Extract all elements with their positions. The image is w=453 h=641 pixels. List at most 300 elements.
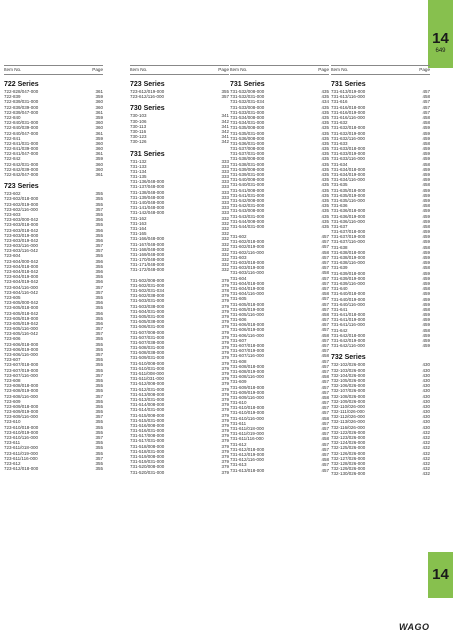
item-number: 731-505/031-000	[130, 313, 165, 319]
item-number: 731-641/018-000	[331, 312, 366, 318]
page-reference: 435	[321, 146, 329, 152]
item-number: 723-607/018-000	[4, 362, 39, 368]
item-number: 732-104/026-000	[331, 372, 366, 378]
item-number: 731-636	[331, 203, 348, 209]
index-row	[230, 468, 329, 473]
item-number: 731-540/031-000	[230, 182, 265, 188]
page-reference: 458	[321, 291, 329, 297]
page-reference: 379	[221, 448, 229, 454]
item-number: 731-539/031-000	[230, 172, 265, 177]
item-number: 731-537/031-000	[230, 151, 265, 157]
item-number: 731-640	[331, 286, 348, 292]
page-reference: 458	[422, 203, 430, 209]
page-reference: 457	[321, 431, 329, 437]
item-number: 731-167/048-000	[130, 241, 165, 247]
item-number: 731-520/031-000	[130, 469, 165, 475]
page-reference: 379	[221, 454, 229, 459]
page-reference: 356	[95, 279, 103, 285]
header-page: Page	[419, 67, 430, 72]
item-number: 731-516/008-000	[130, 422, 165, 428]
page-reference: 458	[321, 415, 329, 421]
page-reference: 355	[95, 346, 103, 352]
item-number: 731-640/116-000	[331, 301, 365, 307]
page-reference: 333	[221, 210, 229, 216]
item-number: 722-840/039-000	[4, 125, 39, 131]
item-number: 732-113/026-000	[331, 419, 365, 425]
page-reference: 430	[422, 367, 430, 373]
page-reference: 379	[221, 303, 229, 309]
page-reference: 434	[321, 99, 329, 105]
page-reference: 435	[321, 187, 329, 193]
item-number: 723-603/019-042	[4, 237, 39, 243]
page-reference: 379	[221, 324, 229, 330]
item-number: 732-111/026-000	[331, 409, 365, 415]
item-number: 731-518/031-000	[130, 448, 165, 454]
page-reference: 459	[422, 312, 430, 318]
page-reference: 355	[95, 409, 103, 415]
item-number: 731-169/048-000	[130, 251, 165, 257]
page-reference: 459	[422, 177, 430, 183]
item-number: 731-520/008-000	[130, 464, 165, 470]
item-number: 731-604	[230, 275, 247, 281]
item-number: 731-506/031-000	[130, 324, 165, 330]
page-reference: 459	[422, 301, 430, 307]
item-number: 731-612/116-000	[230, 457, 264, 463]
page-reference: 459	[422, 135, 430, 141]
item-number: 722-841/047-000	[4, 151, 39, 157]
page-reference: 332	[221, 251, 229, 257]
item-number: 722-839/031-000	[4, 99, 39, 105]
item-number: 723-605/116-000	[4, 326, 38, 332]
item-number: 731-613/018-000	[230, 467, 265, 473]
item-number: 723-603/019-000	[4, 232, 39, 238]
index-row	[331, 343, 430, 348]
item-number: 731-610	[230, 400, 247, 406]
index-row	[130, 94, 229, 99]
series-heading: 723 Series	[130, 81, 165, 88]
page-reference: 459	[422, 270, 430, 276]
item-number: 731-608/019-000	[230, 368, 265, 374]
page-reference: 457	[321, 265, 329, 271]
item-number: 731-507/008-000	[130, 329, 165, 335]
page-reference: 361	[95, 130, 103, 136]
item-number: 731-170/048-000	[130, 257, 165, 263]
item-number: 723-603/000-042	[4, 217, 39, 223]
item-number: 731-604/116-000	[230, 291, 264, 297]
item-number: 731-607	[230, 337, 247, 343]
page-reference: 430	[422, 403, 430, 409]
page-reference: 357	[95, 331, 103, 337]
page-reference: 457	[321, 462, 329, 468]
item-number: 731-142/048-000	[130, 210, 165, 216]
item-number: 731-642/018-000	[331, 332, 366, 338]
index-column-2	[130, 65, 229, 475]
item-number: 723-612/019-000	[130, 89, 165, 94]
item-number: 731-141/048-000	[130, 205, 165, 211]
page-reference: 379	[221, 386, 229, 392]
page-reference: 332	[221, 236, 229, 242]
index-column-4	[331, 65, 430, 477]
item-number: 731-607/018-000	[230, 343, 265, 348]
item-number: 731-638/018-000	[331, 249, 366, 255]
page-reference: 355	[95, 429, 103, 435]
page-reference: 458	[321, 436, 329, 442]
page-reference: 355	[95, 357, 103, 363]
header-page: Page	[218, 67, 229, 72]
item-number: 731-640/019-000	[331, 296, 366, 302]
item-number: 732-124/026-000	[331, 440, 366, 446]
item-number: 730-113	[130, 123, 147, 129]
item-number: 732-112/026-000	[331, 414, 365, 420]
item-number: 731-636/019-000	[331, 213, 366, 219]
page-reference: 459	[422, 125, 430, 131]
index-column-3	[230, 65, 329, 473]
item-number: 732-128/026-000	[331, 460, 366, 466]
page-reference: 357	[95, 326, 103, 332]
item-number: 731-513/031-000	[130, 396, 165, 402]
header-item-no: Item No.	[230, 67, 248, 72]
page-reference: 341	[221, 113, 229, 119]
item-number: 731-508/038-000	[130, 350, 165, 356]
item-number: 731-514/031-000	[130, 407, 165, 413]
page-reference: 332	[221, 267, 229, 273]
page-reference: 356	[95, 237, 103, 243]
item-number: 723-606/116-000	[4, 352, 38, 357]
page-reference: 457	[321, 306, 329, 312]
item-number: 723-605/000-042	[4, 300, 39, 306]
item-number: 723-604/116-042	[4, 289, 38, 295]
page-reference: 457	[321, 254, 329, 260]
page-reference: 379	[221, 412, 229, 418]
item-number: 722-842/031-000	[4, 161, 39, 167]
item-number: 731-535/031-000	[230, 130, 265, 136]
item-number: 722-841/031-000	[4, 140, 39, 146]
chapter-tab-top	[428, 0, 453, 68]
page-reference: 457	[321, 337, 329, 343]
page-reference: 360	[95, 104, 103, 110]
item-number: 722-839/039-000	[4, 104, 39, 110]
item-number: 731-605/116-000	[230, 311, 264, 317]
page-reference: 457	[422, 104, 430, 110]
page-reference: 379	[221, 298, 229, 304]
page-reference: 435	[321, 109, 329, 115]
page-reference: 341	[221, 123, 229, 129]
item-number: 723-604/019-042	[4, 279, 39, 285]
page-reference: 379	[221, 350, 229, 356]
page-reference: 355	[95, 424, 103, 430]
page-reference: 332	[221, 231, 229, 237]
item-number: 722-842/039-000	[4, 166, 39, 172]
item-number: 731-603/116-000	[230, 270, 264, 276]
item-number: 723-603/018-042	[4, 227, 39, 233]
item-number: 731-536/031-000	[230, 140, 265, 146]
page-reference: 458	[422, 120, 430, 126]
page-reference: 355	[95, 450, 103, 456]
item-number: 722-841/039-000	[4, 146, 39, 152]
page-reference: 458	[321, 353, 329, 359]
item-number: 723-605/019-042	[4, 320, 39, 326]
item-number: 723-610	[4, 419, 21, 425]
item-number: 723-611	[4, 440, 21, 446]
page-reference: 378	[221, 288, 229, 293]
item-number: 723-606	[4, 336, 21, 342]
page-reference: 459	[422, 275, 430, 281]
item-number: 723-603/018-000	[4, 222, 39, 228]
item-number: 723-608/019-000	[4, 388, 39, 394]
page-reference: 435	[321, 166, 329, 172]
page-reference: 379	[221, 339, 229, 345]
page-reference: 459	[422, 343, 430, 349]
item-number: 723-602/019-000	[4, 201, 39, 207]
item-number: 723-604/116-000	[4, 284, 38, 290]
item-number: 731-603/019-000	[230, 265, 265, 271]
item-number: 731-503/038-000	[130, 303, 165, 309]
item-number: 722-842	[4, 156, 21, 162]
item-number: 723-602/116-000	[4, 206, 38, 212]
page-reference: 458	[321, 332, 329, 338]
page-reference: 379	[221, 345, 229, 351]
item-number: 731-632/116-000	[331, 135, 365, 141]
item-number: 731-542/008-000	[230, 197, 265, 203]
page-reference: 356	[95, 310, 103, 316]
page-reference: 457	[321, 451, 329, 457]
page-reference: 435	[321, 197, 329, 203]
page-reference: 459	[422, 166, 430, 172]
item-number: 723-608	[4, 377, 21, 383]
item-number: 723-605/018-000	[4, 305, 39, 311]
page-reference: 457	[321, 467, 329, 473]
page-reference: 379	[221, 396, 229, 402]
item-number: 731-505/038-000	[130, 319, 165, 325]
item-number: 731-641/019-000	[331, 317, 366, 323]
page-reference: 432	[422, 440, 430, 446]
item-number: 723-611/019-000	[4, 450, 38, 456]
item-number: 731-507/031-000	[130, 334, 165, 340]
page-reference: 435	[321, 94, 329, 100]
item-number: 731-609/018-000	[230, 384, 265, 390]
page-reference: 435	[321, 140, 329, 146]
item-number: 723-606/018-000	[4, 341, 39, 347]
page-reference: 457	[422, 89, 430, 94]
item-number: 723-608/116-000	[4, 393, 38, 399]
page-reference: 430	[422, 398, 430, 404]
item-number: 731-515/031-000	[130, 417, 165, 423]
item-number: 731-636/116-000	[331, 218, 365, 224]
page-reference: 355	[95, 367, 103, 373]
item-number: 722-841	[4, 135, 21, 141]
item-number: 723-605/116-042	[4, 331, 38, 337]
item-number: 731-139/048-000	[130, 194, 165, 200]
item-number: 731-634/018-000	[331, 166, 366, 172]
page-reference: 458	[321, 374, 329, 380]
page-reference: 457	[321, 322, 329, 328]
page-reference: 459	[422, 156, 430, 162]
item-number: 731-634/019-000	[331, 172, 366, 177]
item-number: 731-541/031-000	[230, 192, 265, 198]
page-reference: 379	[221, 464, 229, 470]
page-reference: 379	[221, 438, 229, 444]
item-number: 723-604/000-042	[4, 258, 39, 264]
page-reference: 355	[95, 201, 103, 207]
item-number: 731-534/031-000	[230, 120, 265, 126]
page-reference: 355	[95, 440, 103, 446]
page-reference: 379	[221, 391, 229, 397]
item-number: 732-122/026-000	[331, 429, 366, 435]
page-reference: 356	[95, 320, 103, 326]
page-reference: 435	[321, 182, 329, 188]
page-reference: 457	[321, 285, 329, 291]
page-reference: 459	[422, 280, 430, 286]
item-number: 731-636/018-000	[331, 208, 366, 214]
item-number: 731-137/048-000	[130, 184, 165, 190]
item-number: 731-603	[230, 254, 247, 260]
page-reference: 357	[95, 393, 103, 399]
item-number: 731-605/019-000	[230, 306, 265, 312]
page-reference: 457	[321, 441, 329, 447]
page-reference: 457	[321, 358, 329, 364]
page-reference: 435	[321, 104, 329, 110]
page-reference: 430	[422, 414, 430, 420]
page-reference: 379	[221, 282, 229, 288]
item-number: 723-609/019-000	[4, 409, 39, 415]
page-reference: 332	[221, 257, 229, 263]
item-number: 731-634	[331, 161, 348, 167]
page-reference: 457	[321, 260, 329, 265]
item-number: 731-542/031-000	[230, 203, 265, 209]
page-reference: 435	[321, 203, 329, 209]
item-number: 731-163	[130, 220, 147, 226]
page-reference: 435	[321, 172, 329, 177]
page-reference: 357	[95, 435, 103, 440]
item-number: 731-632	[331, 120, 348, 126]
item-number: 731-639/116-000	[331, 280, 365, 286]
page-reference: 459	[422, 208, 430, 214]
page-reference: 355	[95, 445, 103, 451]
page-reference: 359	[95, 94, 103, 100]
page-reference: 379	[221, 360, 229, 366]
item-number: 731-608/018-000	[230, 363, 265, 369]
page-reference: 379	[221, 334, 229, 340]
item-number: 731-534/008-000	[230, 114, 265, 120]
page-reference: 435	[321, 223, 329, 229]
page-reference: 457	[321, 348, 329, 354]
series-heading: 730 Series	[130, 105, 165, 113]
page-reference: 355	[95, 383, 103, 389]
page-reference: 332	[221, 262, 229, 268]
item-number: 731-507/038-000	[130, 339, 165, 345]
item-number: 731-637/019-000	[331, 234, 366, 240]
column-header	[331, 65, 430, 75]
page-reference: 459	[422, 213, 430, 219]
item-number: 723-602/018-000	[4, 196, 39, 202]
page-reference: 333	[221, 194, 229, 200]
index-row	[331, 471, 430, 476]
page-reference: 379	[221, 355, 229, 361]
page-reference: 459	[422, 130, 430, 136]
item-number: 731-518/008-000	[130, 443, 165, 449]
page-reference: 459	[422, 151, 430, 157]
page-reference: 457	[321, 363, 329, 369]
item-number: 731-638/116-000	[331, 260, 365, 266]
page-reference: 430	[422, 383, 430, 389]
item-number: 731-510/008-000	[130, 360, 165, 366]
page-reference: 435	[321, 114, 329, 120]
page-number: 649	[435, 48, 446, 54]
item-number: 731-517/031-000	[130, 438, 165, 444]
page-reference: 435	[321, 135, 329, 141]
page-reference: 332	[221, 241, 229, 247]
index-row	[4, 466, 103, 471]
item-number: 723-608/018-000	[4, 383, 39, 389]
item-number: 731-165	[130, 231, 147, 237]
item-number: 731-532/008-000	[230, 89, 265, 94]
item-number: 731-607/019-000	[230, 348, 265, 354]
page-reference: 355	[95, 460, 103, 466]
page-reference: 458	[321, 457, 329, 463]
page-reference: 432	[422, 466, 430, 472]
page-reference: 458	[321, 270, 329, 276]
item-number: 731-519/008-000	[130, 454, 165, 459]
page-reference: 361	[95, 89, 103, 94]
item-number: 731-637/018-000	[331, 229, 366, 235]
item-number: 731-502/031-034	[130, 288, 165, 293]
item-number: 723-612/116-000	[130, 94, 164, 100]
page-reference: 379	[221, 417, 229, 423]
item-number: 731-503/031-000	[130, 298, 165, 304]
page-reference: 361	[95, 151, 103, 157]
page-reference: 435	[321, 218, 329, 224]
page-reference: 379	[221, 381, 229, 387]
item-number: 731-635/018-000	[331, 187, 366, 193]
item-number: 723-606/019-000	[4, 346, 39, 352]
item-number: 732-102/026-000	[331, 362, 366, 368]
item-number: 731-641	[331, 306, 348, 312]
page-reference: 458	[422, 161, 430, 167]
item-number: 731-133	[130, 163, 147, 169]
page-reference: 355	[95, 253, 103, 259]
page-reference: 355	[95, 191, 103, 197]
item-number: 722-842/047-000	[4, 172, 39, 177]
series-heading: 722 Series	[4, 81, 39, 88]
item-number: 723-605/018-042	[4, 310, 39, 316]
page-reference: 435	[321, 125, 329, 131]
item-number: 731-132	[130, 158, 147, 164]
item-number: 731-635/116-000	[331, 197, 365, 203]
page-reference: 459	[422, 338, 430, 343]
page-reference: 379	[221, 443, 229, 449]
page-reference: 357	[95, 206, 103, 212]
item-number: 732-106/026-000	[331, 383, 366, 389]
item-number: 731-540/008-000	[230, 177, 265, 183]
page-reference: 356	[95, 258, 103, 264]
page-reference: 355	[95, 305, 103, 311]
item-number: 731-607/116-000	[230, 353, 264, 359]
item-number: 731-605	[230, 296, 247, 302]
item-number: 731-511/031-000	[130, 376, 164, 382]
page-reference: 379	[221, 329, 229, 335]
page-reference: 333	[221, 163, 229, 169]
item-number: 731-602/116-000	[230, 249, 264, 255]
column-header	[4, 65, 103, 75]
item-number: 723-604/018-042	[4, 269, 39, 274]
header-item-no: Item No.	[331, 67, 349, 72]
item-number: 723-604	[4, 253, 21, 259]
item-number: 731-502/038-000	[130, 293, 165, 299]
item-number: 731-635	[331, 182, 348, 188]
item-number: 723-610/019-000	[4, 429, 39, 435]
item-number: 731-536/008-000	[230, 135, 265, 141]
item-number: 730-116	[130, 128, 147, 134]
